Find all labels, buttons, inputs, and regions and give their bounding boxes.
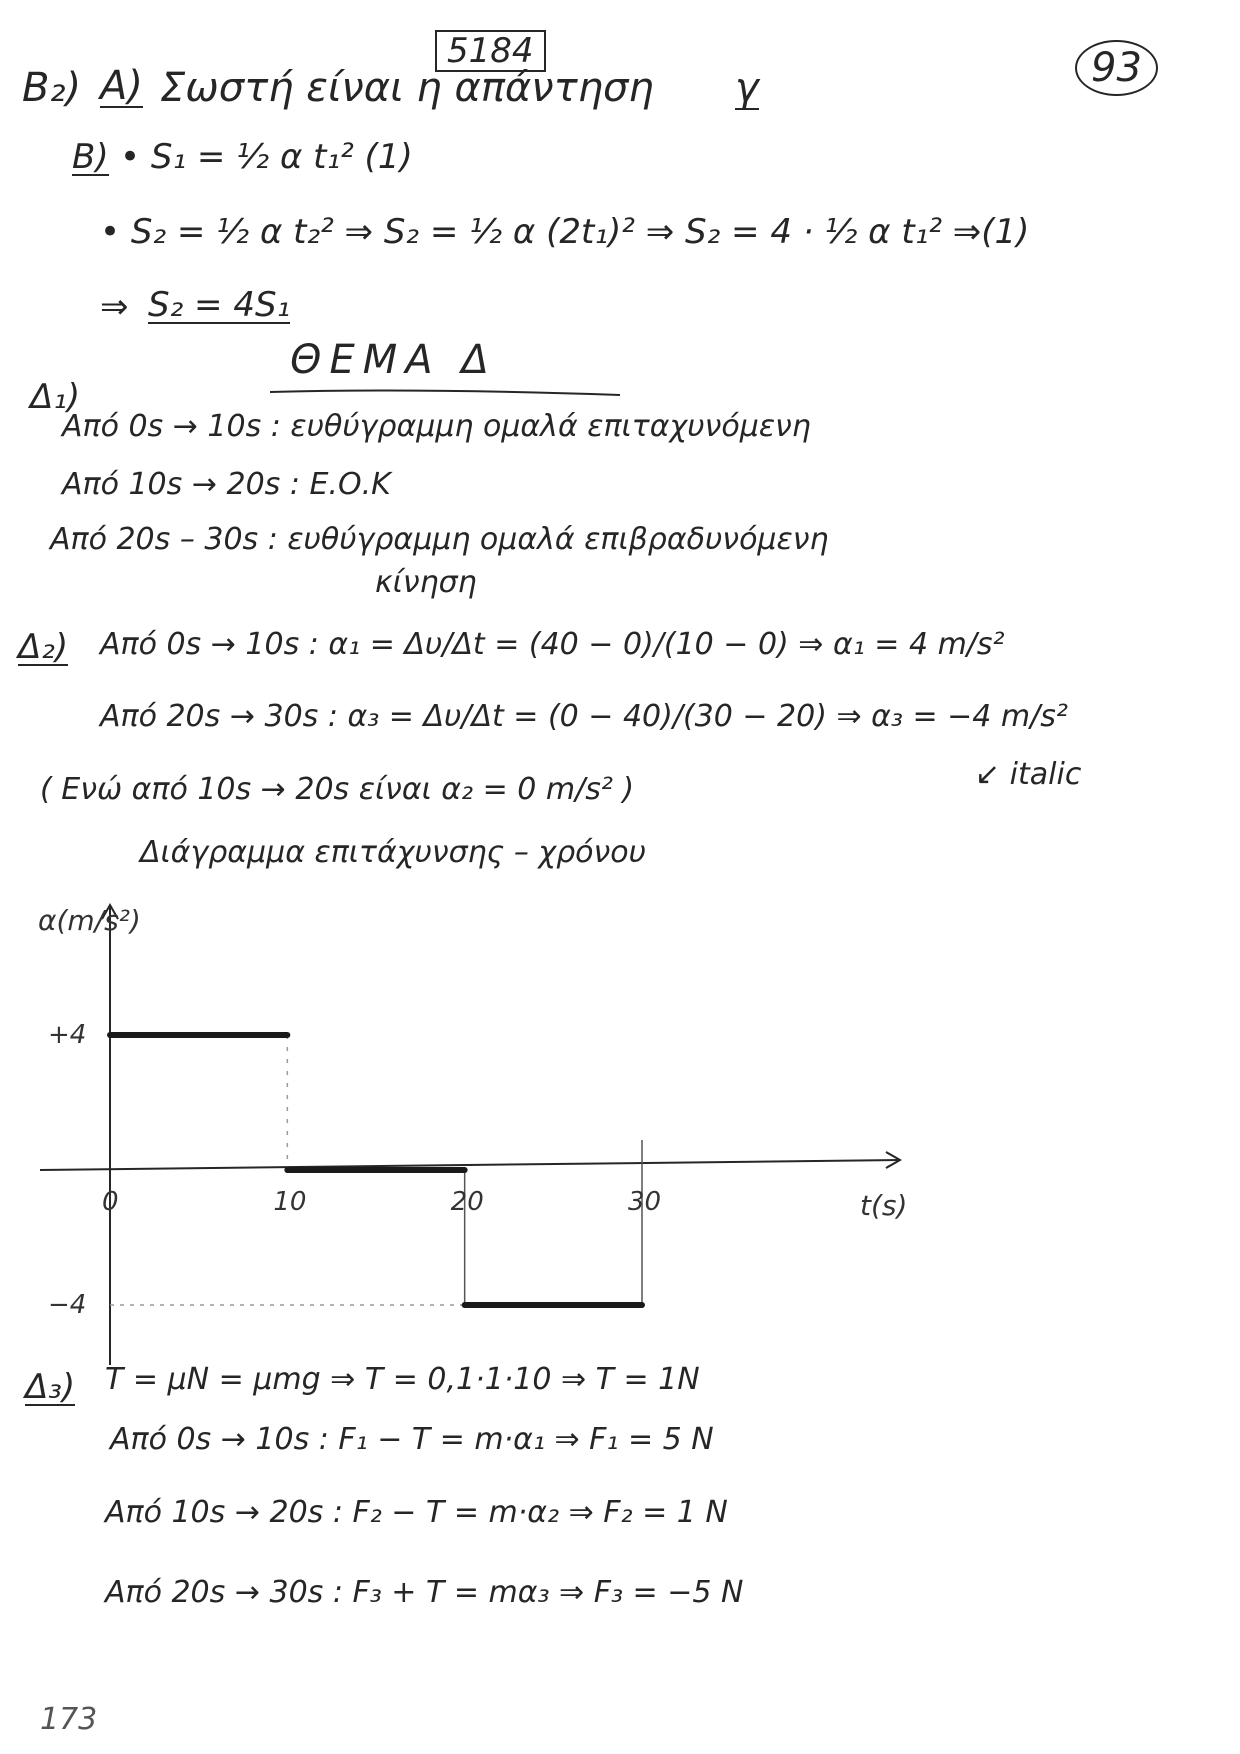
chart-marks: [110, 1035, 642, 1305]
y-axis-label: α(m/s²): [38, 904, 141, 937]
d3-row-4: Από 20s → 30s : F₃ + T = mα₃ ⇒ F₃ = −5 N: [105, 1575, 744, 1610]
equation-s1: • S₁ = ½ α t₁² (1): [120, 137, 413, 177]
d3-row-3: Από 10s → 20s : F₂ − T = m·α₂ ⇒ F₂ = 1 N: [105, 1495, 728, 1530]
d2-row-3: ( Ενώ από 10s → 20s είναι α₂ = 0 m/s² ): [40, 772, 635, 807]
equation-result: S₂ = 4S₁: [148, 285, 291, 325]
exercise-code-box: 5184: [435, 30, 546, 72]
equation-s2: • S₂ = ½ α t₂² ⇒ S₂ = ½ α (2t₁)² ⇒ S₂ = 4 · ½ α t₁² ⇒(1): [100, 212, 1030, 252]
subquestion-label-a: A): [100, 63, 143, 109]
x-tick-label: 20: [450, 1187, 484, 1217]
answer-statement: Σωστή είναι η απάντηση: [160, 65, 654, 111]
equation-result-arrow: ⇒: [100, 287, 129, 327]
answer-choice: γ: [735, 65, 759, 111]
y-tick-label: +4: [48, 1020, 87, 1050]
page-number-circle: 93: [1075, 40, 1158, 96]
footer-page-number: 173: [40, 1702, 98, 1737]
d2-row-2: Από 20s → 30s : α₃ = Δυ/Δt = (0 − 40)/(30 − 20) ⇒ α₃ = −4 m/s²: [100, 699, 1068, 734]
section-heading: ΘΕΜΑ Δ: [290, 337, 497, 383]
chart-labels: [38, 904, 907, 1320]
chart-title: Διάγραμμα επιτάχυνσης – χρόνου: [140, 835, 646, 870]
x-tick-label: 0: [102, 1187, 119, 1217]
d1-row-2: Από 10s → 20s : Ε.Ο.Κ: [62, 467, 391, 502]
x-axis: [40, 1160, 900, 1170]
d2-row-1: Από 0s → 10s : α₁ = Δυ/Δt = (40 − 0)/(10 − 0) ⇒ α₁ = 4 m/s²: [100, 627, 1005, 662]
x-tick-label: 30: [628, 1187, 662, 1217]
d1-row-1: Από 0s → 10s : ευθύγραμμη ομαλά επιταχυνόμενη: [62, 409, 811, 444]
x-axis-label: t(s): [860, 1189, 908, 1222]
subquestion-label-b: B): [72, 137, 109, 177]
d1-row-4: κίνηση: [375, 565, 477, 600]
d3-row-1: T = μN = μmg ⇒ T = 0,1·1·10 ⇒ T = 1N: [105, 1362, 700, 1397]
d3-row-2: Από 0s → 10s : F₁ − T = m·α₁ ⇒ F₁ = 5 N: [110, 1422, 714, 1457]
d1-row-3: Από 20s – 30s : ευθύγραμμη ομαλά επιβραδυνόμενη: [50, 522, 829, 557]
margin-note: ↙ italic: [975, 757, 1082, 792]
d2-label: Δ₂): [18, 627, 69, 667]
d1-label: Δ₁): [30, 377, 81, 417]
x-tick-label: 10: [273, 1187, 307, 1217]
y-tick-label: −4: [48, 1290, 87, 1320]
question-label-b2: B₂): [22, 65, 82, 111]
d3-label: Δ₃): [25, 1367, 76, 1407]
chart-axes: [40, 905, 900, 1365]
